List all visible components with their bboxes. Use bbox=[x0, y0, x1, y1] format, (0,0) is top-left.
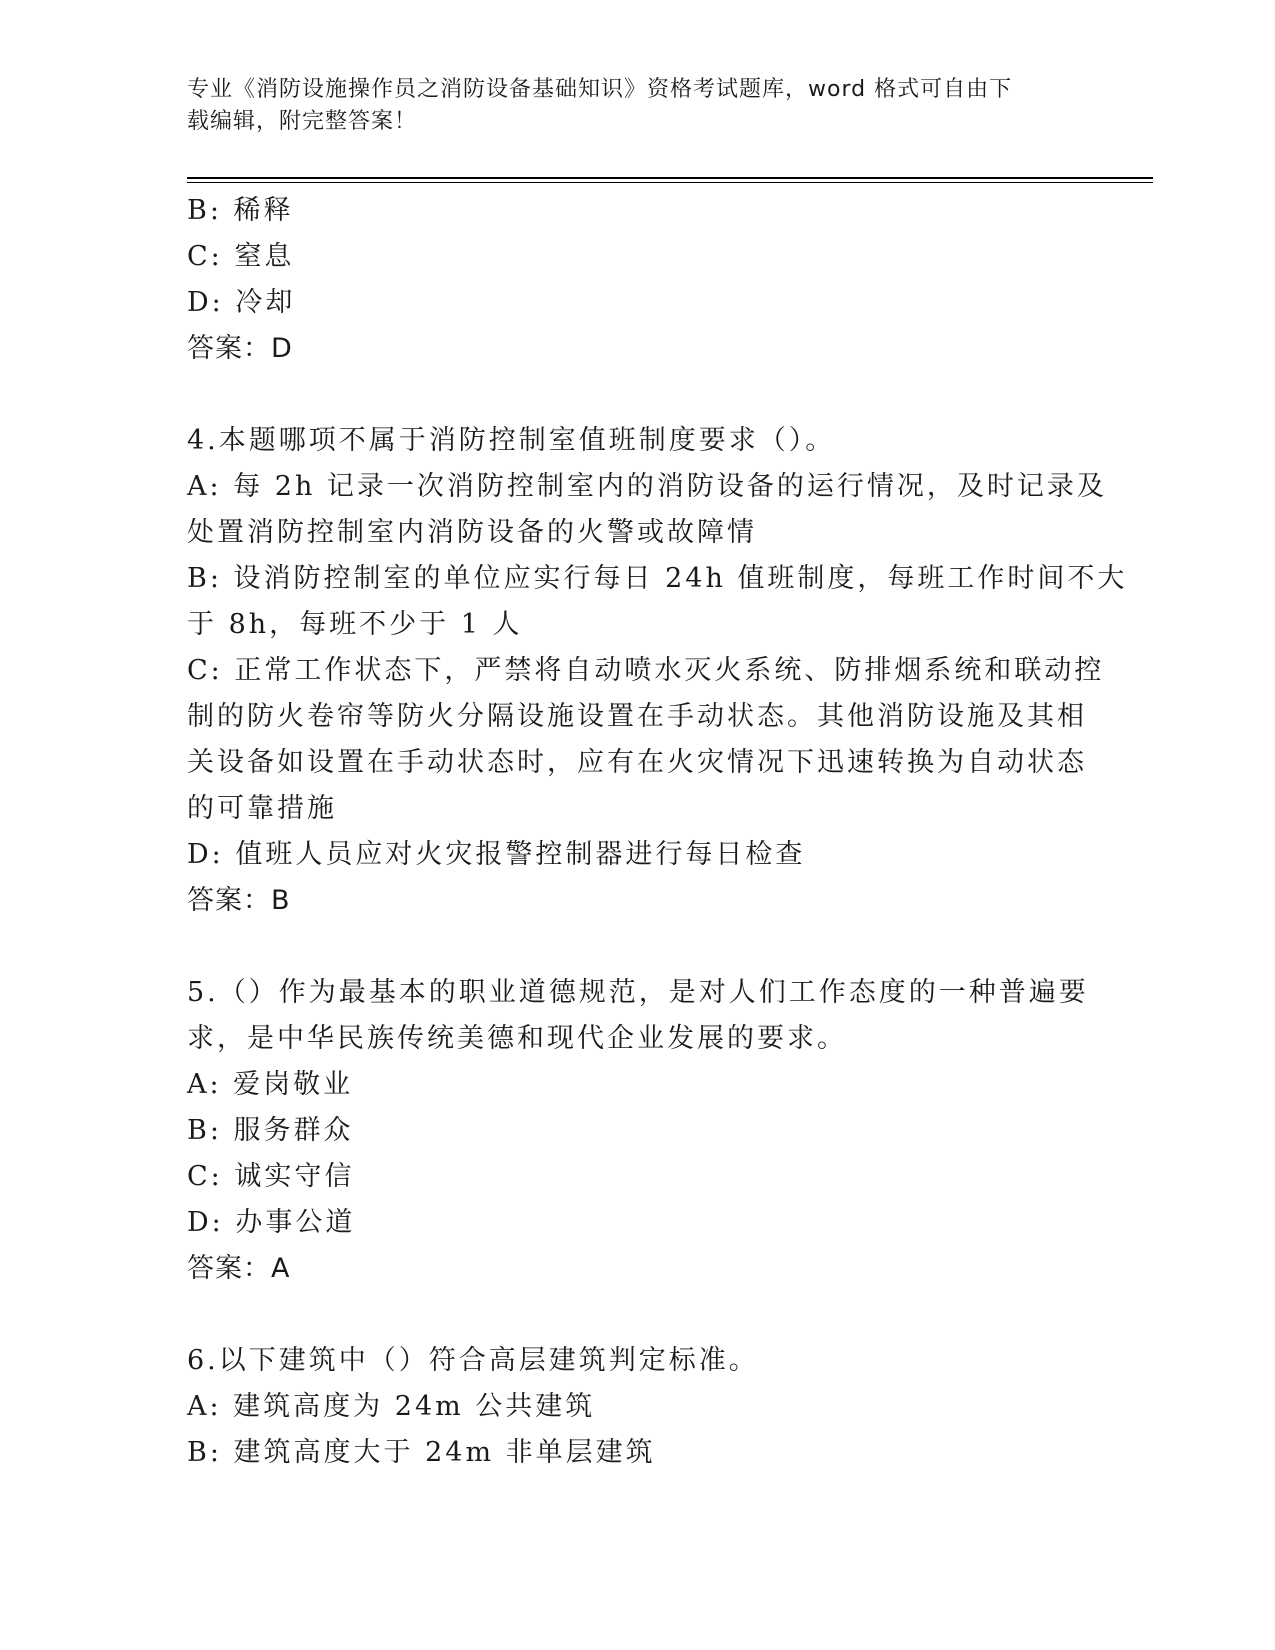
q4-option-a-line-1: A: 每 2h 记录一次消防控制室内的消防设备的运行情况，及时记录及 bbox=[187, 471, 1107, 502]
q5-answer: 答案：A bbox=[187, 1253, 291, 1284]
spacer bbox=[187, 1292, 1067, 1338]
q4-option-c-line-3: 关设备如设置在手动状态时，应有在火灾情况下迅速转换为自动状态 bbox=[187, 747, 1087, 778]
q3-answer: 答案：D bbox=[187, 333, 293, 364]
q4-answer: 答案：B bbox=[187, 885, 291, 916]
q3-option-c: C: 窒息 bbox=[187, 241, 295, 272]
q5-stem-line-2: 求，是中华民族传统美德和现代企业发展的要求。 bbox=[187, 1023, 847, 1054]
q4-option-c-line-1: C: 正常工作状态下，严禁将自动喷水灭火系统、防排烟系统和联动控 bbox=[187, 655, 1105, 686]
question-5-block bbox=[187, 970, 1089, 1292]
q6-stem: 6.以下建筑中（）符合高层建筑判定标准。 bbox=[187, 1345, 759, 1376]
q4-option-b-line-2: 于 8h，每班不少于 1 人 bbox=[187, 609, 523, 640]
q3-option-d: D: 冷却 bbox=[187, 287, 296, 318]
q4-option-d: D: 值班人员应对火灾报警控制器进行每日检查 bbox=[187, 839, 806, 870]
spacer bbox=[187, 924, 1067, 970]
q6-option-b: B: 建筑高度大于 24m 非单层建筑 bbox=[187, 1437, 656, 1468]
q5-option-a: A: 爱岗敬业 bbox=[187, 1069, 354, 1100]
header-line-1: 专业《消防设施操作员之消防设备基础知识》资格考试题库，word 格式可自由下 bbox=[187, 77, 1013, 102]
header-line-2: 载编辑，附完整答案！ bbox=[187, 109, 418, 134]
q6-option-a: A: 建筑高度为 24m 公共建筑 bbox=[187, 1391, 596, 1422]
q3-option-b: B: 稀释 bbox=[187, 195, 294, 226]
document-header bbox=[187, 74, 1067, 138]
question-6-block bbox=[187, 1338, 1067, 1476]
q4-stem: 4.本题哪项不属于消防控制室值班制度要求（）。 bbox=[187, 425, 836, 456]
q4-option-b-line-1: B: 设消防控制室的单位应实行每日 24h 值班制度，每班工作时间不大 bbox=[187, 563, 1128, 594]
q4-option-c-line-2: 制的防火卷帘等防火分隔设施设置在手动状态。其他消防设施及其相 bbox=[187, 701, 1087, 732]
header-rule-thick bbox=[187, 177, 1153, 179]
q5-stem-line-1: 5.（）作为最基本的职业道德规范，是对人们工作态度的一种普遍要 bbox=[187, 977, 1089, 1008]
q4-option-a-line-2: 处置消防控制室内消防设备的火警或故障情 bbox=[187, 517, 757, 548]
question-4-block bbox=[187, 418, 1128, 924]
q5-option-d: D: 办事公道 bbox=[187, 1207, 356, 1238]
spacer bbox=[187, 372, 1067, 418]
q5-option-b: B: 服务群众 bbox=[187, 1115, 354, 1146]
q4-option-c-line-4: 的可靠措施 bbox=[187, 793, 337, 824]
q5-option-c: C: 诚实守信 bbox=[187, 1161, 355, 1192]
question-3-block bbox=[187, 188, 1067, 372]
question-content bbox=[187, 188, 1128, 1476]
header-rule-thin bbox=[187, 182, 1153, 183]
